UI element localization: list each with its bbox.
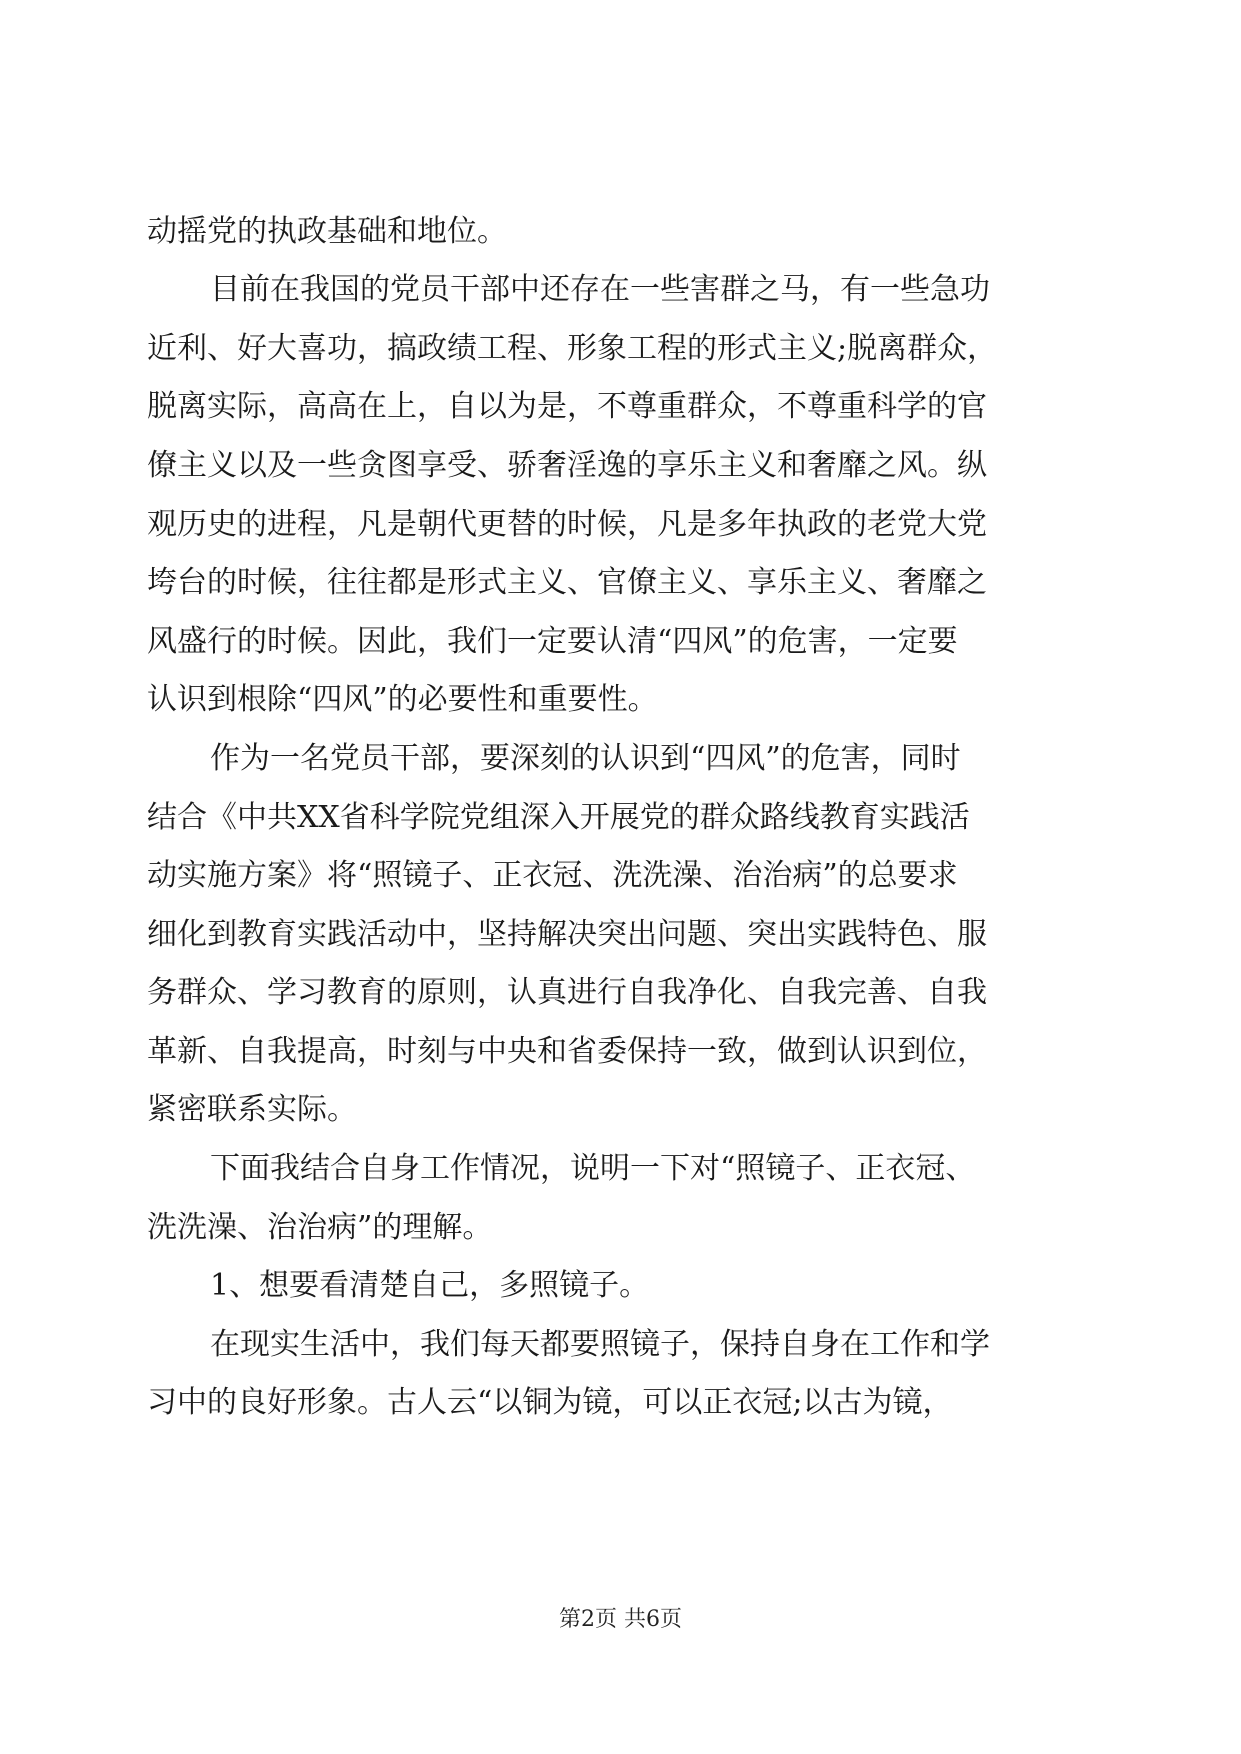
page-number-footer: 第2页 共6页 [559,1607,682,1632]
text-line: 认识到根除“四风”的必要性和重要性。 [147,682,658,717]
text-line: 观历史的进程，凡是朝代更替的时候，凡是多年执政的老党大党 [147,507,987,542]
text-line: 脱离实际，高高在上，自以为是，不尊重群众，不尊重科学的官 [147,389,987,424]
text-line: 革新、自我提高，时刻与中央和省委保持一致，做到认识到位， [147,1034,987,1069]
text-line: 目前在我国的党员干部中还存在一些害群之马，有一些急功 [210,272,990,307]
text-line: 作为一名党员干部，要深刻的认识到“四风”的危害，同时 [210,741,961,776]
text-line: 洗洗澡、治治病”的理解。 [147,1210,493,1245]
text-line: 习中的良好形象。古人云“以铜为镜，可以正衣冠;以古为镜， [147,1385,953,1420]
text-line: 动实施方案》将“照镜子、正衣冠、洗洗澡、治治病”的总要求 [147,858,958,893]
text-line: 紧密联系实际。 [147,1092,357,1127]
text-line: 风盛行的时候。因此，我们一定要认清“四风”的危害，一定要 [147,624,958,659]
text-line: 在现实生活中，我们每天都要照镜子，保持自身在工作和学 [210,1327,990,1362]
text-line: 务群众、学习教育的原则，认真进行自我净化、自我完善、自我 [147,975,987,1010]
text-line: 近利、好大喜功，搞政绩工程、形象工程的形式主义;脱离群众， [147,331,998,366]
text-line: 细化到教育实践活动中，坚持解决突出问题、突出实践特色、服 [147,917,987,952]
text-line: 垮台的时候，往往都是形式主义、官僚主义、享乐主义、奢靡之 [147,565,987,600]
text-line: 1、想要看清楚自己，多照镜子。 [210,1268,650,1303]
text-line: 动摇党的执政基础和地位。 [147,214,507,249]
text-line: 结合《中共XX省科学院党组深入开展党的群众路线教育实践活 [147,800,970,835]
text-line: 下面我结合自身工作情况，说明一下对“照镜子、正衣冠、 [210,1151,976,1186]
text-line: 僚主义以及一些贪图享受、骄奢淫逸的享乐主义和奢靡之风。纵 [147,448,987,483]
